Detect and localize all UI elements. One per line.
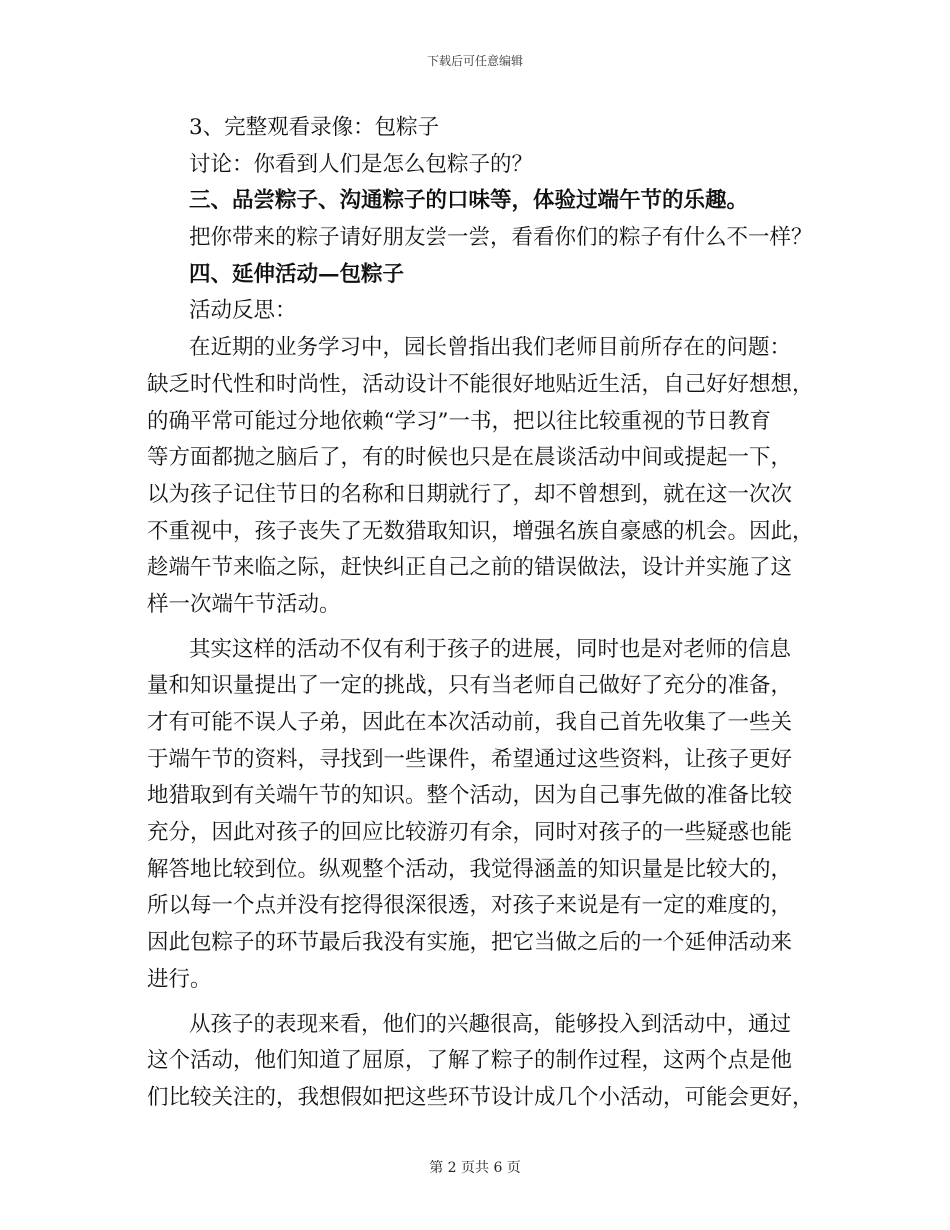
paragraph-line: 其实这样的活动不仅有利于孩子的进展，同时也是对老师的信息 [189, 636, 792, 662]
paragraph-line: 趁端午节来临之际，赶快纠正自己之前的错误做法，设计并实施了这 [147, 555, 793, 581]
paragraph-line: 于端午节的资料，寻找到一些课件，希望通过这些资料，让孩子更好 [147, 746, 793, 772]
paragraph-line: 量和知识量提出了一定的挑战，只有当老师自己做好了充分的准备， [147, 673, 793, 699]
text-line: 把你带来的粽子请好朋友尝一尝，看看你们的粽子有什么不一样？ [189, 225, 813, 251]
document-body [147, 110, 817, 1117]
paragraph-line: 不重视中，孩子丧失了无数猎取知识，增强名族自豪感的机会。因此， [147, 518, 814, 544]
paragraph-line: 从孩子的表现来看，他们的兴趣很高，能够投入到活动中，通过 [189, 1011, 792, 1037]
paragraph-line: 样一次端午节活动。 [147, 591, 341, 617]
text-line: 活动反思： [189, 298, 297, 324]
paragraph-line: 所以每一个点并没有挖得很深很透，对孩子来说是有一定的难度的， [147, 893, 793, 919]
page-number: 第 2 页共 6 页 [429, 1160, 521, 1176]
paragraph-line: 缺乏时代性和时尚性，活动设计不能很好地贴近生活，自己好好想想， [147, 371, 814, 397]
paragraph-line: 才有可能不误人子弟，因此在本次活动前，我自己首先收集了一些关 [147, 710, 793, 735]
text-line: 3、完整观看录像：包粽子 [189, 115, 440, 140]
paragraph-line: 因此包粽子的环节最后我没有实施，把它当做之后的一个延伸活动来 [147, 930, 793, 956]
paragraph-line: 这个活动，他们知道了屈原，了解了粽子的制作过程，这两个点是他 [147, 1048, 793, 1074]
paragraph-line: 以为孩子记住节日的名称和日期就行了，却不曾想到，就在这一次次 [147, 481, 793, 507]
paragraph-line: 在近期的业务学习中，园长曾指出我们老师目前所存在的问题： [189, 335, 792, 361]
text-line: 讨论：你看到人们是怎么包粽子的？ [189, 151, 534, 177]
page-header: 下载后可任意编辑 [426, 54, 523, 68]
paragraph-line: 等方面都抛之脑后了，有的时候也只是在晨谈活动中间或提起一下， [147, 445, 793, 471]
paragraph-line: 进行。 [147, 966, 212, 992]
paragraph-line: 的确平常可能过分地依赖“学习”一书，把以往比较重视的节日教育 [147, 408, 771, 434]
paragraph-line: 地猎取到有关端午节的知识。整个活动，因为自己事先做的准备比较 [147, 783, 793, 809]
paragraph-line: 们比较关注的，我想假如把这些环节设计成几个小活动，可能会更好， [147, 1084, 814, 1110]
section-heading: 四、延伸活动—包粽子 [189, 261, 405, 287]
paragraph-line: 解答地比较到位。纵观整个活动，我觉得涵盖的知识量是比较大的， [147, 856, 793, 882]
paragraph-line: 充分，因此对孩子的回应比较游刃有余，同时对孩子的一些疑惑也能 [147, 820, 793, 846]
section-heading: 三、品尝粽子、沟通粽子的口味等，体验过端午节的乐趣。 [189, 188, 749, 214]
